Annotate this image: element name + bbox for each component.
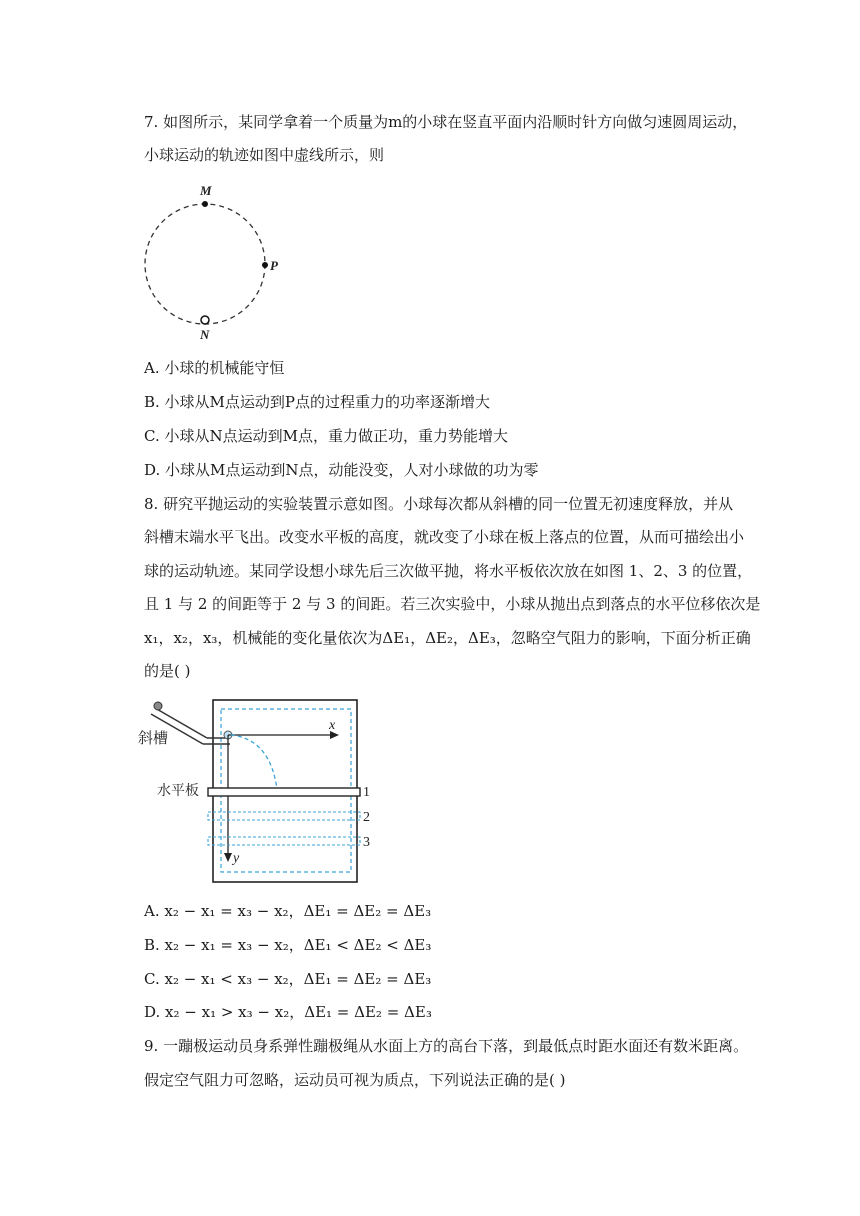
q8-stem-line-2: 斜槽末端水平飞出。改变水平板的高度，就改变了小球在板上落点的位置，从而可描绘出小 xyxy=(144,528,745,546)
label-3: 3 xyxy=(363,835,370,850)
label-1: 1 xyxy=(363,785,370,800)
q8-apparatus-figure xyxy=(135,694,385,889)
label-x: x xyxy=(329,718,336,733)
board-position-3 xyxy=(208,837,360,845)
q8-option-d[interactable]: D. x₂ − x₁ > x₃ − x₂，ΔE₁ = ΔE₂ = ΔE₃ xyxy=(144,1003,432,1021)
q9-stem-line-2: 假定空气阻力可忽略，运动员可视为质点，下列说法正确的是( ) xyxy=(144,1071,566,1089)
q8-stem-line-1: 8. 研究平抛运动的实验装置示意如图。小球每次都从斜槽的同一位置无初速度释放，并从 xyxy=(144,495,734,513)
label-m: M xyxy=(200,183,212,198)
q7-option-a[interactable]: A. 小球的机械能守恒 xyxy=(144,359,285,377)
q8-option-a[interactable]: A. x₂ − x₁ = x₃ − x₂，ΔE₁ = ΔE₂ = ΔE₃ xyxy=(144,902,432,920)
label-2: 2 xyxy=(363,810,370,825)
label-chute: 斜槽 xyxy=(138,731,169,747)
board-position-2 xyxy=(208,812,360,820)
label-p: P xyxy=(270,258,278,273)
label-board: 水平板 xyxy=(157,784,199,799)
q7-option-c[interactable]: C. 小球从N点运动到M点，重力做正功，重力势能增大 xyxy=(144,427,508,445)
label-n: N xyxy=(200,327,210,342)
q8-stem-line-6: 的是( ) xyxy=(144,662,191,680)
q8-option-b[interactable]: B. x₂ − x₁ = x₃ − x₂，ΔE₁ < ΔE₂ < ΔE₃ xyxy=(144,936,432,954)
point-p xyxy=(262,262,268,268)
q7-stem-line-1: 7. 如图所示，某同学拿着一个质量为m的小球在竖直平面内沿顺时针方向做匀速圆周运动， xyxy=(144,113,748,131)
q8-stem-line-3: 球的运动轨迹。某同学设想小球先后三次做平抛，将水平板依次放在如图 1、2、3 的位置， xyxy=(144,562,753,580)
board-position-1 xyxy=(208,788,360,796)
label-y: y xyxy=(233,851,240,866)
q7-circle-figure xyxy=(138,180,288,345)
trajectory-curve xyxy=(231,735,277,789)
circular-path xyxy=(145,204,265,324)
q9-stem-line-1: 9. 一蹦极运动员身系弹性蹦极绳从水面上方的高台下落，到最低点时距水面还有数米距离。 xyxy=(144,1037,749,1055)
q8-stem-line-5: x₁，x₂，x₃，机械能的变化量依次为ΔE₁，ΔE₂，ΔE₃，忽略空气阻力的影响，下面分析正确 xyxy=(144,629,751,647)
q7-stem-line-2: 小球运动的轨迹如图中虚线所示，则 xyxy=(144,146,385,164)
q7-option-b[interactable]: B. 小球从M点运动到P点的过程重力的功率逐渐增大 xyxy=(144,393,491,411)
q7-option-d[interactable]: D. 小球从M点运动到N点，动能没变，人对小球做的功为零 xyxy=(144,461,539,479)
q8-option-c[interactable]: C. x₂ − x₁ < x₃ − x₂，ΔE₁ = ΔE₂ = ΔE₃ xyxy=(144,970,432,988)
q8-stem-line-4: 且 1 与 2 的间距等于 2 与 3 的间距。若三次实验中，小球从抛出点到落点的水平位移依次是 xyxy=(144,595,761,613)
point-n xyxy=(201,316,209,324)
release-ball xyxy=(154,702,162,710)
point-m xyxy=(202,201,208,207)
